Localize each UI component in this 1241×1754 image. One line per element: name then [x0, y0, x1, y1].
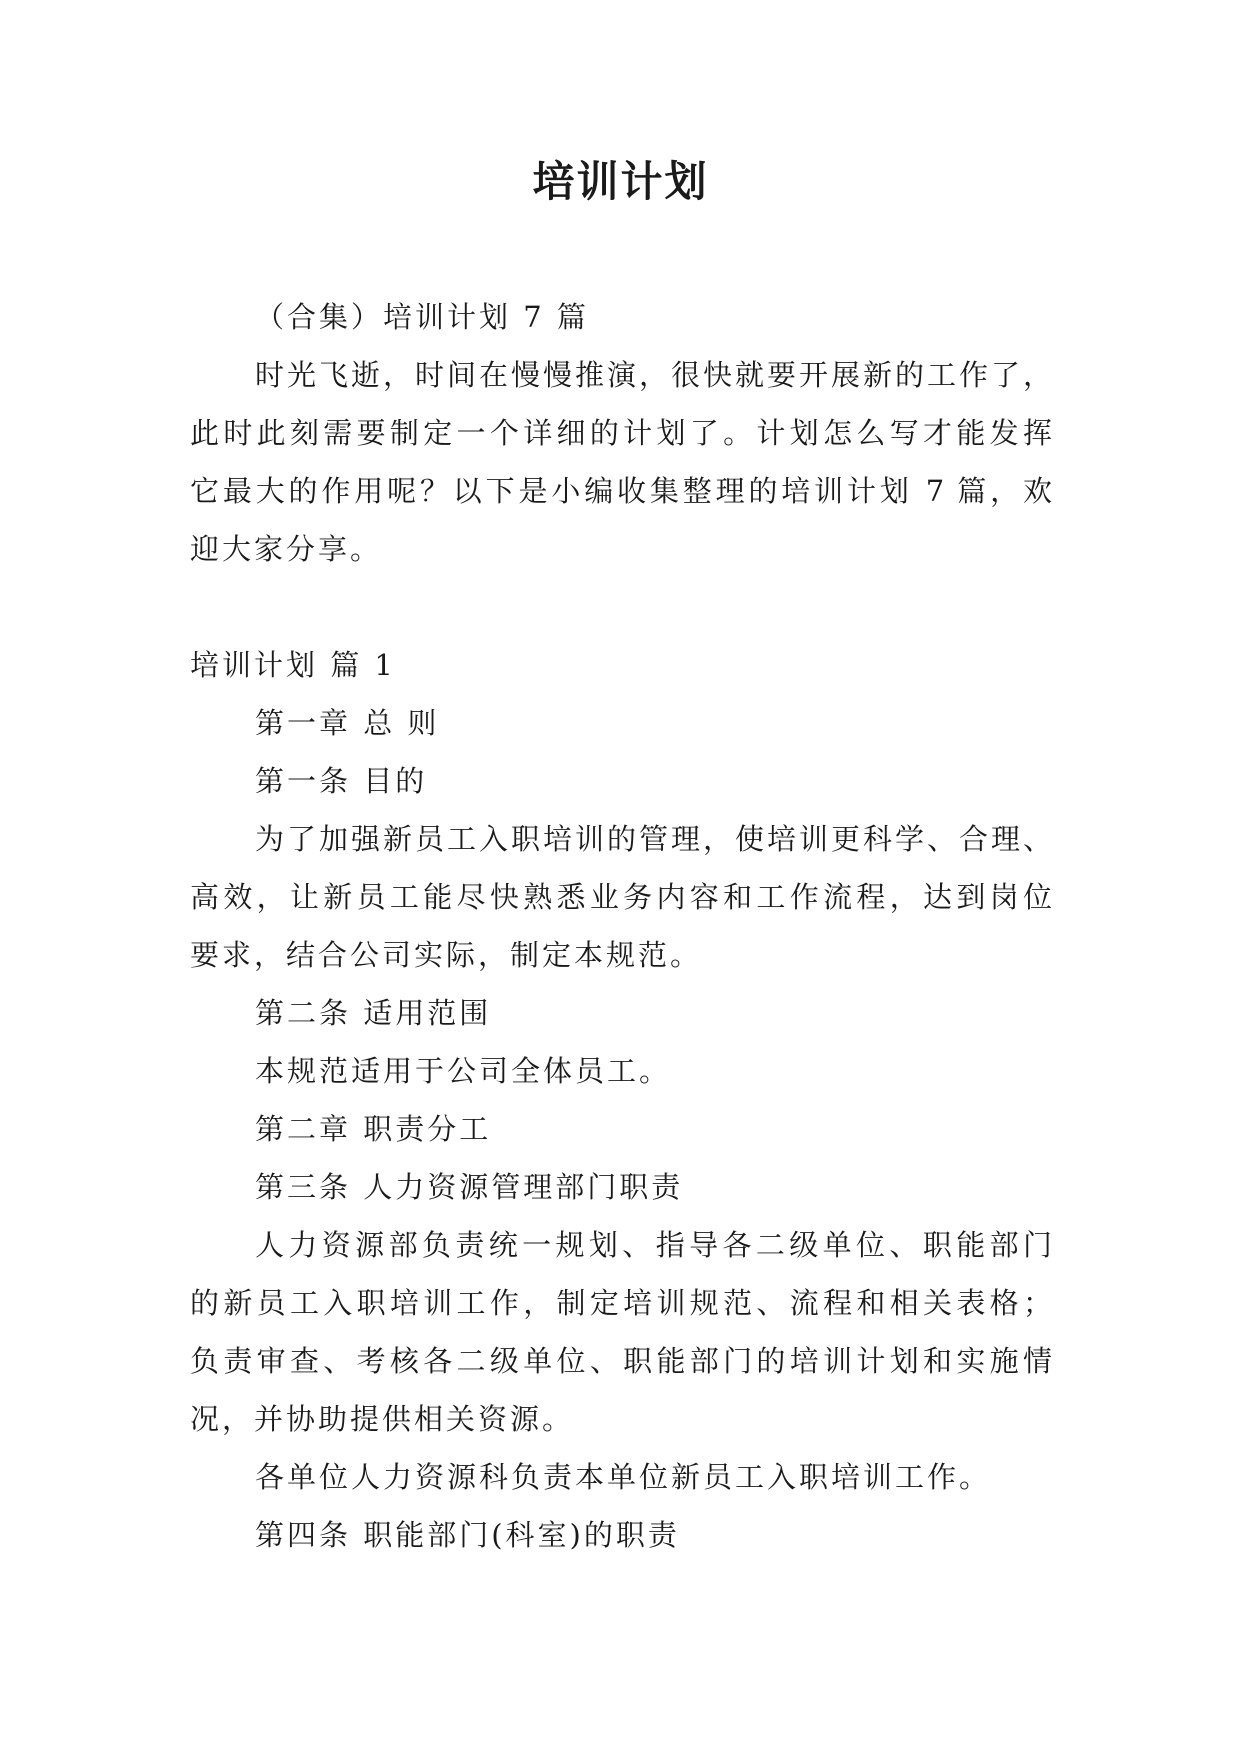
article-2-heading: 第二条 适用范围	[255, 996, 492, 1030]
article-1-line-1: 为了加强新员工入职培训的管理，使培训更科学、合理、	[255, 822, 1052, 856]
intro-line-3: 它最大的作用呢？以下是小编收集整理的培训计划 7 篇，欢	[190, 474, 1052, 508]
article-4-heading: 第四条 职能部门(科室)的职责	[255, 1518, 680, 1552]
collection-subtitle: （合集）培训计划 7 篇	[255, 300, 589, 334]
article-3-line-2: 的新员工入职培训工作，制定培训规范、流程和相关表格；	[190, 1286, 1052, 1320]
article-3-line-1: 人力资源部负责统一规划、指导各二级单位、职能部门	[255, 1228, 1052, 1262]
intro-line-4: 迎大家分享。	[190, 532, 383, 566]
article-3-line-3: 负责审查、考核各二级单位、职能部门的培训计划和实施情	[190, 1344, 1052, 1378]
article-3-line-4: 况，并协助提供相关资源。	[190, 1402, 575, 1436]
chapter-1-heading: 第一章 总 则	[255, 706, 440, 740]
intro-line-2: 此时此刻需要制定一个详细的计划了。计划怎么写才能发挥	[190, 416, 1052, 450]
article-1-line-3: 要求，结合公司实际，制定本规范。	[190, 938, 703, 972]
article-1-heading: 第一条 目的	[255, 764, 428, 798]
article-3-heading: 第三条 人力资源管理部门职责	[255, 1170, 684, 1204]
article-3-paragraph-2: 各单位人力资源科负责本单位新员工入职培训工作。	[255, 1460, 992, 1494]
page-title: 培训计划	[532, 157, 709, 206]
article-2-text: 本规范适用于公司全体员工。	[255, 1054, 672, 1088]
chapter-2-heading: 第二章 职责分工	[255, 1112, 492, 1146]
article-1-line-2: 高效，让新员工能尽快熟悉业务内容和工作流程，达到岗位	[190, 880, 1052, 914]
intro-line-1: 时光飞逝，时间在慢慢推演，很快就要开展新的工作了，	[255, 358, 1052, 392]
section-heading: 培训计划 篇 1	[190, 648, 396, 682]
